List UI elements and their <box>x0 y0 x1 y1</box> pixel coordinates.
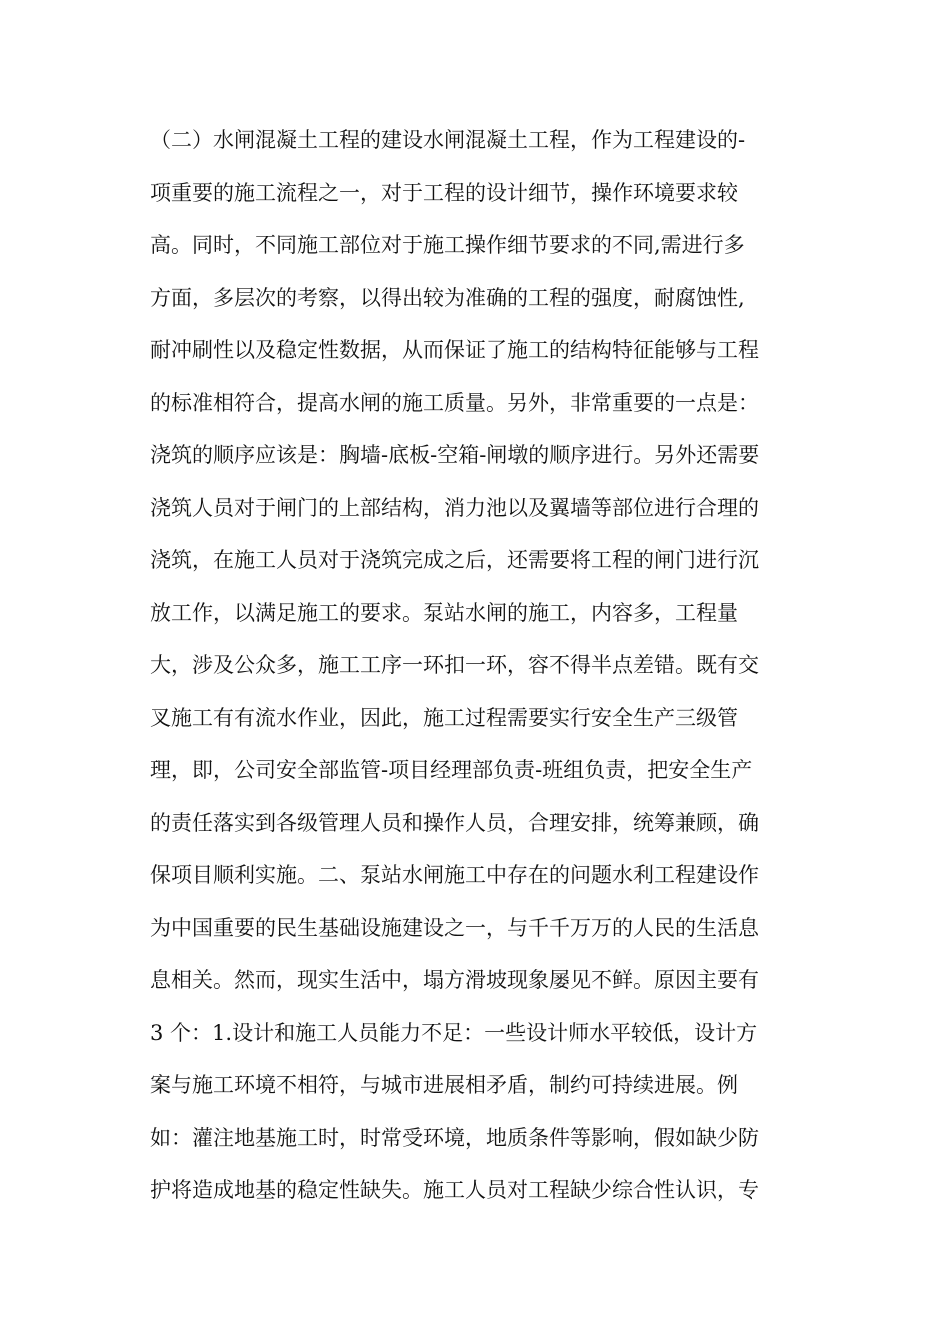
text-line: 案与施工环境不相符，与城市进展相矛盾，制约可持续进展。例 <box>150 1073 738 1097</box>
text-line: 的责任落实到各级管理人员和操作人员，合理安排，统筹兼顾，确 <box>150 810 759 835</box>
text-line: 为中国重要的民生基础设施建设之一，与千千万万的人民的生活息 <box>150 915 759 940</box>
text-line: 息相关。然而，现实生活中，塌方滑坡现象屡见不鲜。原因主要有 <box>150 968 759 992</box>
text-line: （二）水闸混凝土工程的建设水闸混凝土工程，作为工程建设的- <box>150 128 746 152</box>
text-line: 如：灌注地基施工时，时常受环境，地质条件等影响，假如缺少防 <box>150 1125 759 1150</box>
text-line: 项重要的施工流程之一，对于工程的设计细节，操作环境要求较 <box>150 180 738 205</box>
text-line: 的标准相符合，提高水闸的施工质量。另外，非常重要的一点是： <box>150 390 759 415</box>
text-line: 浇筑人员对于闸门的上部结构，消力池以及翼墙等部位进行合理的 <box>150 495 759 520</box>
body-text <box>150 120 810 1223</box>
text-line: 大，涉及公众多，施工工序一环扣一环，容不得半点差错。既有交 <box>150 653 759 677</box>
text-line: 高。同时，不同施工部位对于施工操作细节要求的不同,需进行多 <box>150 233 745 257</box>
text-line: 浇筑，在施工人员对于浇筑完成之后，还需要将工程的闸门进行沉 <box>150 548 759 572</box>
text-line: 3 个：1.设计和施工人员能力不足：一些设计师水平较低，设计方 <box>150 1020 758 1045</box>
text-line: 保项目顺利实施。二、泵站水闸施工中存在的问题水利工程建设作 <box>150 863 759 887</box>
text-line: 护将造成地基的稳定性缺失。施工人员对工程缺少综合性认识，专 <box>150 1178 759 1202</box>
text-line: 理，即，公司安全部监管-项目经理部负责-班组负责，把安全生产 <box>150 758 753 782</box>
text-line: 浇筑的顺序应该是：胸墙-底板-空箱-闸墩的顺序进行。另外还需要 <box>150 443 760 467</box>
text-line: 耐冲刷性以及稳定性数据，从而保证了施工的结构特征能够与工程 <box>150 338 759 362</box>
text-line: 放工作，以满足施工的要求。泵站水闸的施工，内容多，工程量 <box>150 600 738 625</box>
text-line: 叉施工有有流水作业，因此，施工过程需要实行安全生产三级管 <box>150 705 738 730</box>
text-line: 方面，多层次的考察，以得出较为准确的工程的强度，耐腐蚀性, <box>150 285 745 310</box>
